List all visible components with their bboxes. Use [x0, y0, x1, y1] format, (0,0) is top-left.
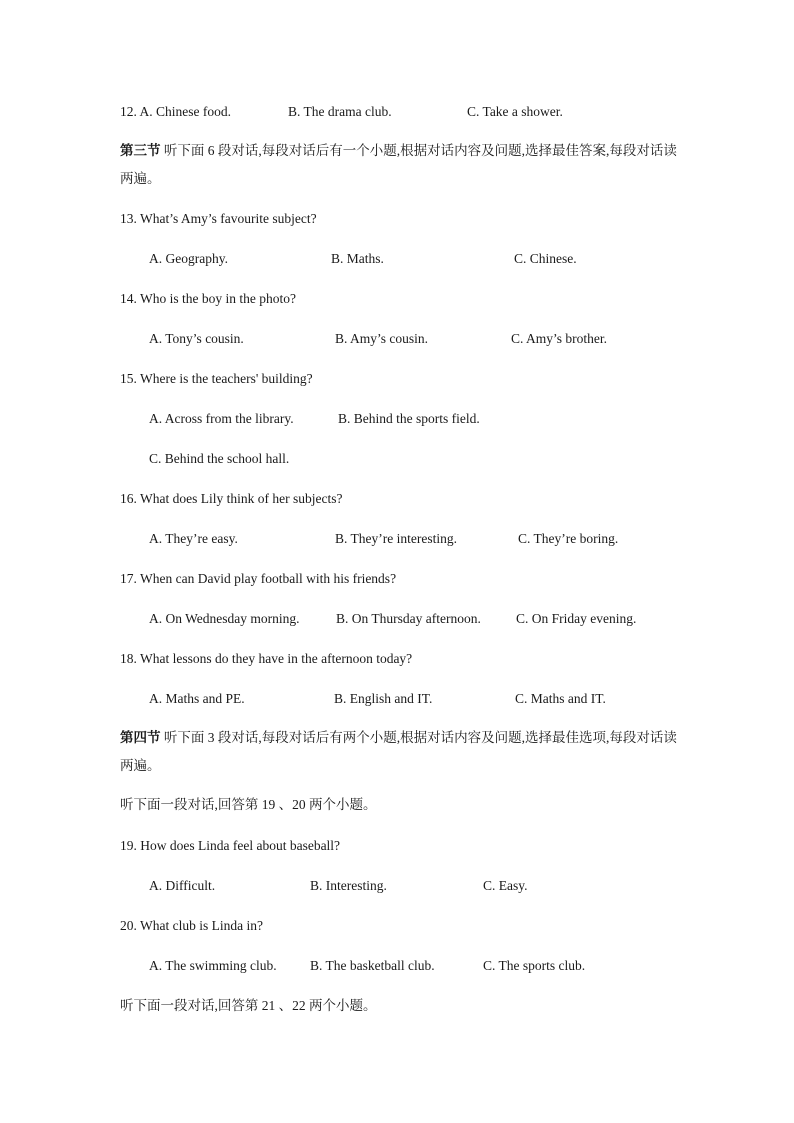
q16-option-b: B. They’re interesting. — [335, 531, 457, 546]
q13-stem: 13. What’s Amy’s favourite subject? — [120, 211, 317, 226]
section-4-heading — [120, 724, 680, 780]
q16-option-c: C. They’re boring. — [518, 531, 619, 546]
q19-option-c: C. Easy. — [483, 878, 528, 893]
section-4-title: 第四节 — [120, 730, 161, 745]
q14-stem: 14. Who is the boy in the photo? — [120, 291, 296, 306]
q18-stem: 18. What lessons do they have in the afternoon today? — [120, 651, 413, 666]
q18-option-b: B. English and IT. — [334, 691, 433, 706]
q17-option-b: B. On Thursday afternoon. — [336, 611, 481, 626]
intro-19-20: 听下面一段对话,回答第 19 、20 两个小题。 — [120, 797, 377, 812]
q16-option-a: A. They’re easy. — [149, 531, 238, 546]
section-3-title: 第三节 — [120, 143, 161, 158]
q17-stem: 17. When can David play football with his friends? — [120, 571, 397, 586]
q20-option-b: B. The basketball club. — [310, 958, 435, 973]
q13-option-a: A. Geography. — [149, 251, 228, 266]
q13-option-b: B. Maths. — [331, 251, 384, 266]
q19-option-b: B. Interesting. — [310, 878, 387, 893]
q17-option-c: C. On Friday evening. — [516, 611, 637, 626]
q12-option-b: B. The drama club. — [288, 104, 392, 119]
intro-21-22: 听下面一段对话,回答第 21 、22 两个小题。 — [120, 998, 377, 1013]
q15-stem: 15. Where is the teachers' building? — [120, 371, 313, 386]
section-4-instructions: 听下面 3 段对话,每段对话后有两个小题,根据对话内容及问题,选择最佳选项,每段对话读两遍。 — [120, 730, 677, 773]
q15-option-a: A. Across from the library. — [149, 411, 294, 426]
q14-option-b: B. Amy’s cousin. — [335, 331, 429, 346]
q18-option-c: C. Maths and IT. — [515, 691, 606, 706]
q19-option-a: A. Difficult. — [149, 878, 216, 893]
q15-option-b: B. Behind the sports field. — [338, 411, 480, 426]
q18-option-a: A. Maths and PE. — [149, 691, 245, 706]
q19-stem: 19. How does Linda feel about baseball? — [120, 838, 341, 853]
q14-option-a: A. Tony’s cousin. — [149, 331, 244, 346]
q15-option-c: C. Behind the school hall. — [149, 451, 290, 466]
q14-option-c: C. Amy’s brother. — [511, 331, 608, 346]
q20-option-c: C. The sports club. — [483, 958, 586, 973]
q12-option-c: C. Take a shower. — [467, 104, 563, 119]
q20-option-a: A. The swimming club. — [149, 958, 277, 973]
q16-stem: 16. What does Lily think of her subjects? — [120, 491, 343, 506]
section-3-instructions: 听下面 6 段对话,每段对话后有一个小题,根据对话内容及问题,选择最佳答案,每段对话读两遍。 — [120, 143, 677, 186]
q17-option-a: A. On Wednesday morning. — [149, 611, 300, 626]
q12-option-a: 12. A. Chinese food. — [120, 104, 231, 119]
q13-option-c: C. Chinese. — [514, 251, 577, 266]
section-3-heading — [120, 137, 680, 193]
q20-stem: 20. What club is Linda in? — [120, 918, 263, 933]
